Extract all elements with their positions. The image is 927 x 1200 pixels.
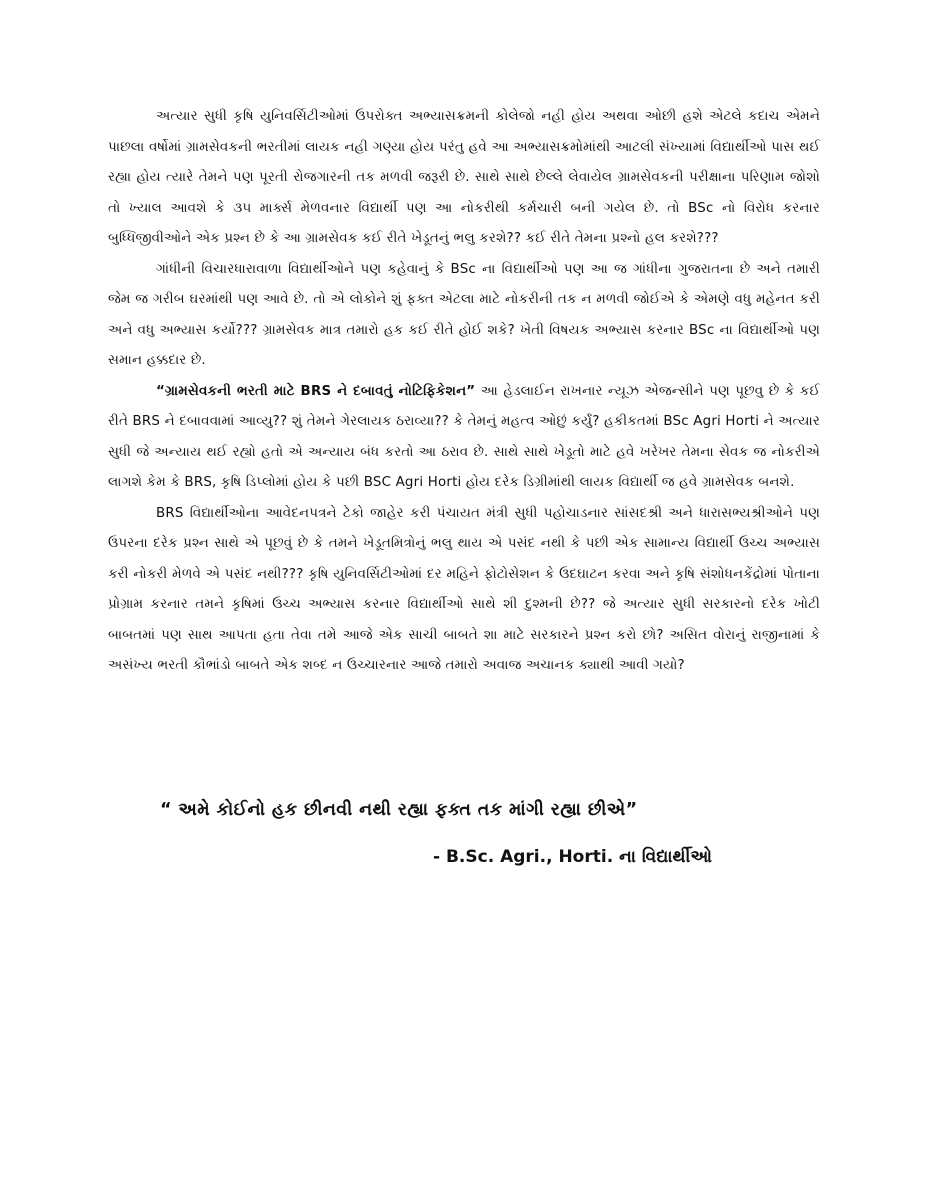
document-body [108, 102, 820, 682]
paragraph-2: ગાંધીની વિચારધારાવાળા વિદ્યાર્થીઓને પણ કહેવાનું કે BSc ના વિદ્યાર્થીઓ પણ આ જ ગાંધીના ગુજરાતના છે અને તમારી જેમ જ ગરીબ ઘરમાંથી પણ આવે છે. તો એ લોકોને શું ફક્ત એટલા માટે નોકરીની તક ન મળવી જોઈએ કે એમણે વધુ મહેનત કરી અને વધુ અભ્યાસ કર્યો??? ગ્રામસેવક માત્ર તમારો હક કઈ રીતે હોઈ શકે? ખેતી વિષયક અભ્યાસ કરનાર BSc ના વિદ્યાર્થીઓ પણ સમાન હક્કદાર છે. [108, 261, 820, 368]
quoted-headline: “ગ્રામસેવકની ભરતી માટે BRS ને દબાવતું નોટિફિકેશન” [156, 383, 476, 399]
paragraph-1: અત્યાર સુધી કૃષિ યુનિવર્સિટીઓમાં ઉપરોક્ત અભ્યાસક્રમની કોલેજો નહી હોય અથવા ઓછી હશે એટલે કદાચ એમને પાછલા વર્ષોમાં ગ્રામસેવકની ભરતીમાં લાયક નહી ગણ્યા હોય પરંતુ હવે આ અભ્યાસક્રમોમાંથી આટલી સંખ્યામાં વિદ્યાર્થીઓ પાસ થઈ રહ્યા હોય ત્યારે તેમને પણ પૂરતી રોજગારની તક મળવી જરૂરી છે. સાથે સાથે છેલ્લે લેવાયેલ ગ્રામસેવકની પરીક્ષાના પરિણામ જોશો તો ખ્યાલ આવશે કે ૩૫ માર્ક્સ મેળવનાર વિદ્યાર્થી પણ આ નોકરીથી કર્મચારી બની ગયેલ છે. તો BSc નો વિરોધ કરનાર બુધ્ધિજીવીઓને એક પ્રશ્ન છે કે આ ગ્રામસેવક કઈ રીતે ખેડૂતનું ભલુ કરશે?? કઈ રીતે તેમના પ્રશ્નો હલ કરશે??? [108, 109, 820, 246]
paragraph-3-body: આ હેડલાઈન રાખનાર ન્યૂઝ એજન્સીને પણ પૂછવુ છે કે કઈ રીતે BRS ને દબાવવામાં આવ્યુ?? શું તેમને ગેરલાયક ઠરાવ્યા?? કે તેમનું મહત્વ ઓછું કર્યું? હકીકતમાં BSc Agri Horti ને અત્યાર સુધી જે અન્યાય થઈ રહ્યો હતો એ અન્યાય બંધ કરતો આ ઠરાવ છે. સાથે સાથે ખેડૂતો માટે હવે ખરેખર તેમના સેવક જ નોકરીએ લાગશે કેમ કે BRS, કૃષિ ડિપ્લોમાં હોય કે પછી BSC Agri Horti હોય દરેક ડિગ્રીમાંથી લાયક વિદ્યાર્થી જ હવે ગ્રામસેવક બનશે. [108, 383, 820, 490]
paragraph-3 [108, 377, 820, 499]
paragraph-4: BRS વિદ્યાર્થીઓના આવેદનપત્રને ટેકો જાહેર કરી પંચાયત મંત્રી સુધી પહોચાડનાર સાંસદશ્રી અને ધારાસભ્યશ્રીઓને પણ ઉપરના દરેક પ્રશ્ન સાથે એ પૂછવું છે કે તમને ખેડૂતમિત્રોનું ભલુ થાય એ પસંદ નથી કે પછી એક સામાન્ય વિદ્યાર્થી ઉચ્ચ અભ્યાસ કરી નોકરી મેળવે એ પસંદ નથી??? કૃષિ યુનિવર્સિટીઓમાં દર મહિને ફોટોસેશન કે ઉદઘાટન કરવા અને કૃષિ સંશોધનકેંદ્રોમાં પોતાના પ્રોગ્રામ કરનાર તમને કૃષિમાં ઉચ્ચ અભ્યાસ કરનાર વિદ્યાર્થીઓ સાથે શી દુશ્મની છે?? જે અત્યાર સુધી સરકારનો દરેક ખોટી બાબતમાં પણ સાથ આપતા હતા તેવા તમે આજે એક સાચી બાબતે શા માટે સરકારને પ્રશ્ન કરો છો? અસિત વોરાનું રાજીનામાં કે અસંખ્ય ભરતી કૌભાંડો બાબતે એક શબ્દ ન ઉચ્ચારનાર આજે તમારો અવાજ અચાનક ક્યાથી આવી ગયો? [108, 505, 820, 673]
signature: - B.Sc. Agri., Horti. ના વિદ્યાર્થીઓ [433, 847, 713, 867]
slogan: “ અમે કોઈનો હક છીનવી નથી રહ્યા ફક્ત તક માંગી રહ્યા છીએ” [160, 800, 638, 820]
